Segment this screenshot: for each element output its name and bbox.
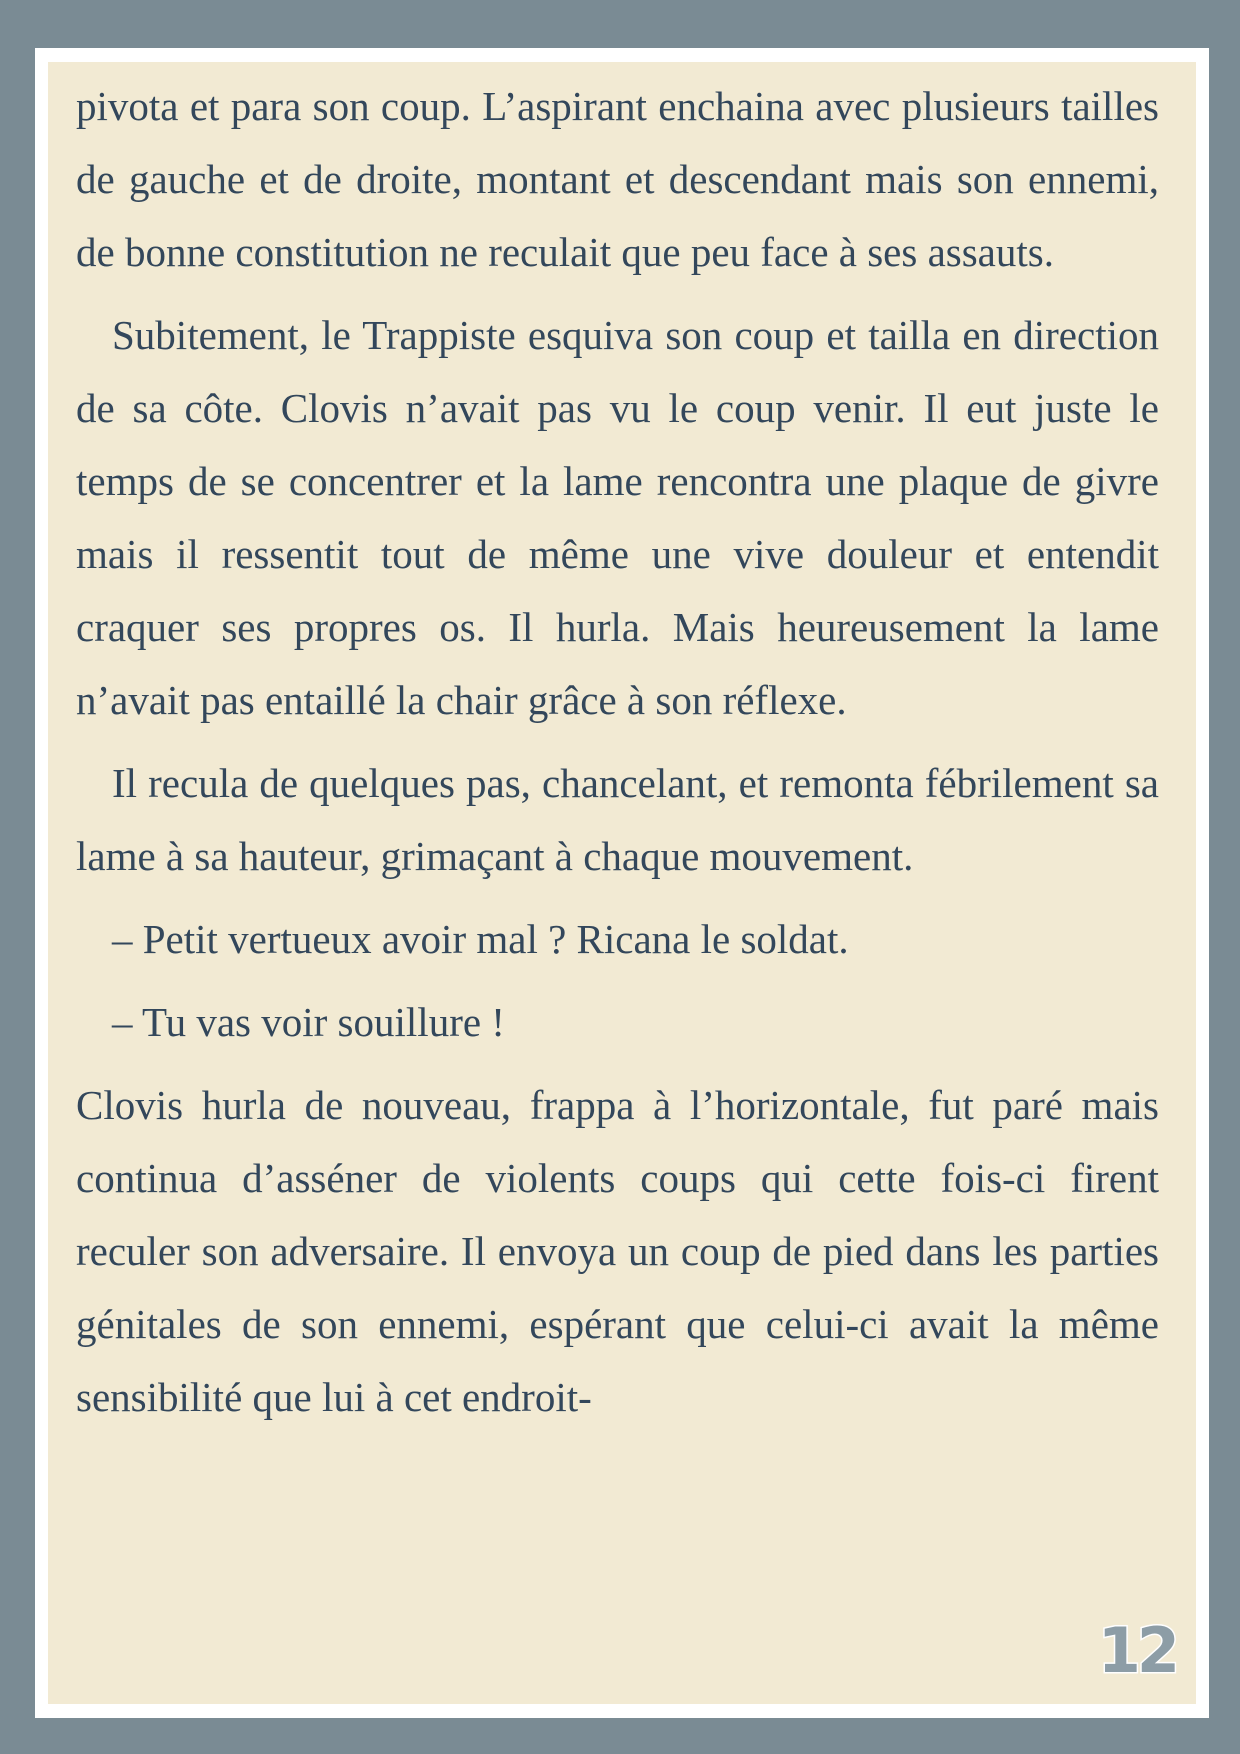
paragraph-continued: pivota et para son coup. L’aspirant enchaina avec plusieurs tailles de gauche et de droite, montant et descendant mais son ennemi, de bonne constitution ne reculait que peu face à ses assauts. bbox=[76, 83, 1159, 275]
dialogue-line: – Petit vertueux avoir mal ? Ricana le soldat. bbox=[112, 916, 849, 962]
page-number: 12 bbox=[1097, 1614, 1176, 1687]
page-text bbox=[76, 70, 1159, 1444]
dialogue-line: – Tu vas voir souillure ! bbox=[112, 999, 505, 1045]
paragraph: Subitement, le Trappiste esquiva son coup et tailla en direction de sa côte. Clovis n’avait pas vu le coup venir. Il eut juste le temps de se concentrer et la lame rencontra une plaque de givre mais il ressentit tout de même une vive douleur et entendit craquer ses propres os. Il hurla. Mais heureusement la lame n’avait pas entaillé la chair grâce à son réflexe. bbox=[76, 312, 1159, 723]
book-page bbox=[48, 62, 1196, 1704]
paragraph: Clovis hurla de nouveau, frappa à l’horizontale, fut paré mais continua d’asséner de violents coups qui cette fois-ci firent reculer son adversaire. Il envoya un coup de pied dans les parties génitales de son ennemi, espérant que celui-ci avait la même sensibilité que lui à cet endroit- bbox=[76, 1082, 1159, 1420]
paragraph: Il recula de quelques pas, chancelant, et remonta fébrilement sa lame à sa hauteur, grimaçant à chaque mouvement. bbox=[76, 760, 1159, 879]
